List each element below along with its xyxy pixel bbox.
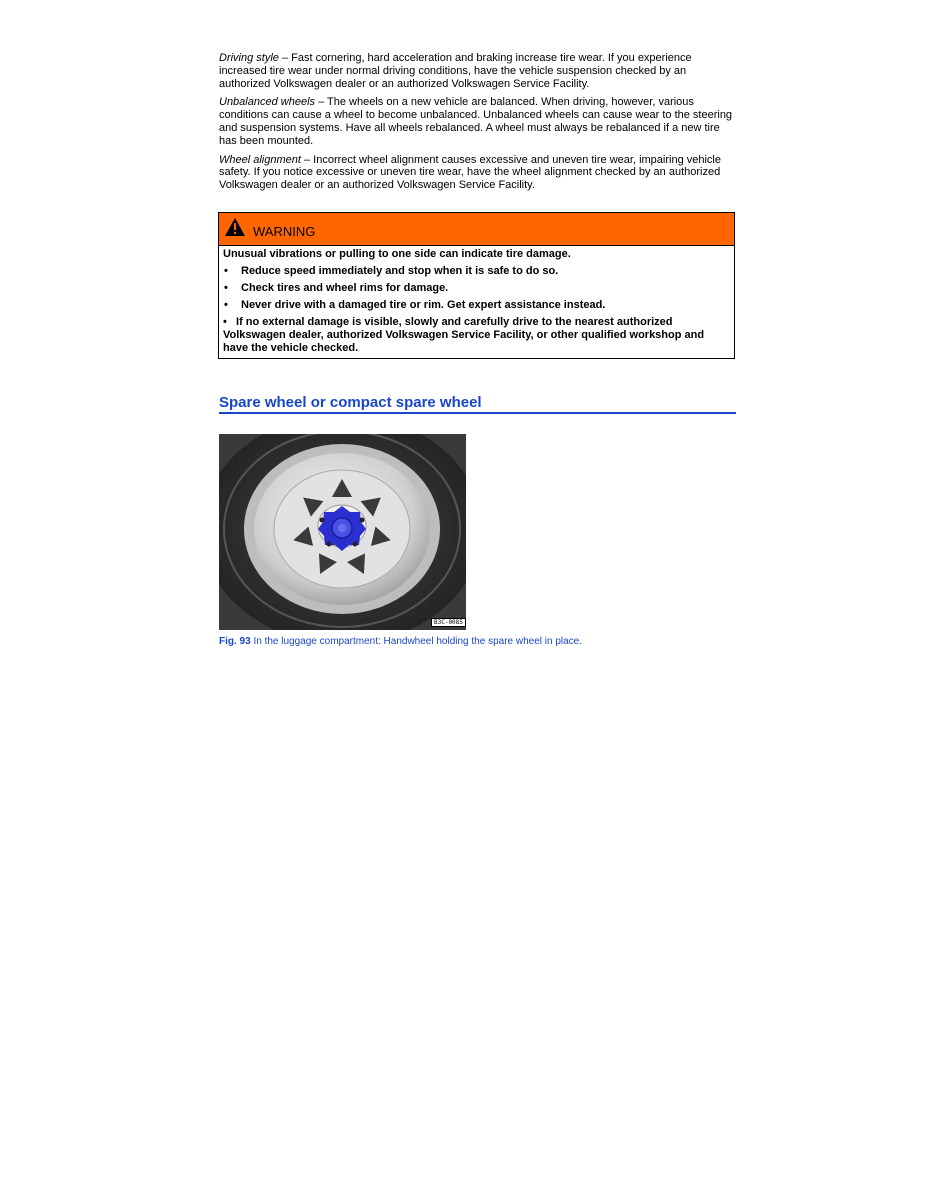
warning-body [219, 246, 734, 358]
paragraph-driving-style [219, 52, 735, 90]
section-heading: Spare wheel or compact spare wheel [219, 394, 736, 414]
warning-bullet [223, 282, 730, 295]
warning-intro: Unusual vibrations or pulling to one side can indicate tire damage. [223, 248, 571, 260]
bullet-marker: • [224, 299, 228, 311]
figure-caption [219, 636, 582, 647]
warning-last-text: If no external damage is visible, slowly and carefully drive to the nearest authorized Volkswagen dealer, authorized Volkswagen Service Facility, or other qualified workshop and have the vehicle checked. [223, 316, 705, 354]
warning-title: WARNING [253, 224, 316, 239]
text-unbalanced-wheels: – The wheels on a new vehicle are balanced. When driving, however, various conditions can cause a wheel to become unbalanced. Unbalanced wheels can cause wear to the steering and suspension systems. Have all wheels rebalanced. A wheel must always be rebalanced if a new tire has been mounted. [219, 96, 733, 147]
figure-code: B3C-0085 [431, 618, 466, 627]
warning-triangle-icon [224, 217, 246, 237]
warning-bullet-text: Reduce speed immediately and stop when it is safe to do so. [241, 265, 559, 277]
term-wheel-alignment: Wheel alignment [219, 153, 301, 166]
text-driving-style: – Fast cornering, hard acceleration and braking increase tire wear. If you experience increased tire wear under normal driving conditions, have the vehicle suspension checked by an authorized Volkswagen dealer or an authorized Volkswagen Service Facility. [219, 52, 692, 90]
warning-box [218, 212, 735, 359]
warning-bullet-text: Check tires and wheel rims for damage. [241, 282, 449, 294]
caption-text: In the luggage compartment: Handwheel holding the spare wheel in place. [250, 636, 583, 647]
bullet-marker: • [223, 316, 227, 328]
spare-wheel-figure [219, 434, 466, 630]
body-text [219, 52, 735, 198]
caption-label: Fig. 93 [219, 636, 251, 647]
paragraph-unbalanced-wheels [219, 96, 735, 147]
warning-last-bullet [223, 316, 730, 355]
bullet-marker: • [224, 265, 228, 277]
paragraph-wheel-alignment [219, 154, 735, 192]
term-driving-style: Driving style [219, 52, 279, 64]
warning-bullet [223, 265, 730, 278]
warning-header [219, 213, 734, 246]
term-unbalanced-wheels: Unbalanced wheels [219, 96, 316, 109]
bullet-marker: • [224, 282, 228, 294]
text-wheel-alignment: – Incorrect wheel alignment causes excessive and uneven tire wear, impairing vehicle safety. If you notice excessive or uneven tire wear, have the wheel alignment checked by an authorized Volkswagen dealer or an authorized Volkswagen Service Facility. [219, 153, 721, 192]
warning-bullet-text: Never drive with a damaged tire or rim. Get expert assistance instead. [241, 299, 606, 311]
spare-wheel-image [219, 434, 466, 630]
warning-bullet [223, 299, 730, 312]
